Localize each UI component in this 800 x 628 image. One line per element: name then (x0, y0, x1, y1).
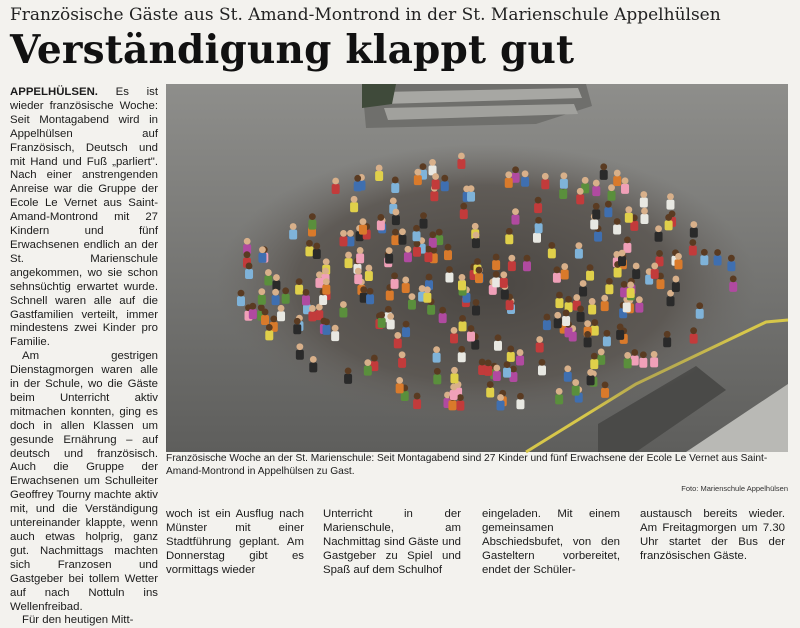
photo-caption: Französische Woche an der St. Marienschule: Seit Montagabend sind 27 Kinder und fünf Erwachsene der Ecole Le Vernet aus Saint-Amand-Montrond in Appelhülsen zu Gast. (166, 453, 768, 477)
article-paragraph-3: Für den heutigen Mitt- (22, 614, 134, 627)
article-kicker: Französische Gäste aus St. Amand-Montrond in der St. Marienschule Appelhülsen (10, 5, 721, 25)
dateline: APPELHÜLSEN. (10, 86, 98, 98)
article-column-4 (482, 508, 620, 576)
article-column-1 (10, 86, 158, 627)
group-photo (166, 84, 788, 452)
article-headline: Verständigung klappt gut (10, 27, 575, 73)
paragraph-1-text: Es ist wieder französische Woche: Seit Montagabend wird in Appelhülsen auf Französisch, Deutsch und mit Hand und Fuß „parliert". Nach einer anstrengenden Anreise war die Gruppe der Ecole Le Vernet aus Saint-Amand-Montrond mit 27 Kindern und fünf Erwachsenen endlich an der St. Marienschule angekommen, wo sie schon sehnsüchtig erwartet wurde. Schnell waren alle auf die Gastfamilien verteilt, immer mindestens zwei Kinder pro Familie. (10, 86, 158, 349)
column-4-text: eingeladen. Mit einem gemeinsamen Abschiedsbufet, von den Gasteltern vorbereitet, endet der Schüler- (482, 508, 620, 576)
group-photo-image (166, 84, 788, 452)
article-column-5 (640, 508, 785, 564)
column-5-text: austausch bereits wieder. Am Freitagmorgen um 7.30 Uhr startet der Bus der französischen Gäste. (640, 508, 785, 562)
article-paragraph-3-cont: woch ist ein Ausflug nach Münster mit einer Stadtführung geplant. Am Donnerstag gibt es vormittags wieder (166, 508, 304, 576)
photo-credit: Foto: Marienschule Appelhülsen (681, 484, 788, 493)
column-3-text: Unterricht in der Marienschule, am Nachmittag sind Gäste und Gastgeber zu Spiel und Spaß auf dem Schulhof (323, 508, 461, 576)
article-paragraph-1 (10, 86, 158, 350)
article-column-2 (166, 508, 304, 576)
article-paragraph-2: Am gestrigen Dienstagmorgen waren alle in der Schule, wo die Gäste beim Unterricht aktiv mitmachen konnten, ging es doch in allen Klassen um gesunde Ernährung – auf deutsch und französisch. Auch die Gruppe der Erwachsenen um Schulleiter Geoffrey Tourny machte aktiv mit, und die Verständigung untereinander klappte, wenn auch etwas holprig, ganz gut. Nachmittags machten sich Franzosen und Gastgeber bei tollem Wetter auf nach Nottuln ins Wellenfreibad. (10, 350, 158, 613)
article-column-3 (323, 508, 461, 576)
